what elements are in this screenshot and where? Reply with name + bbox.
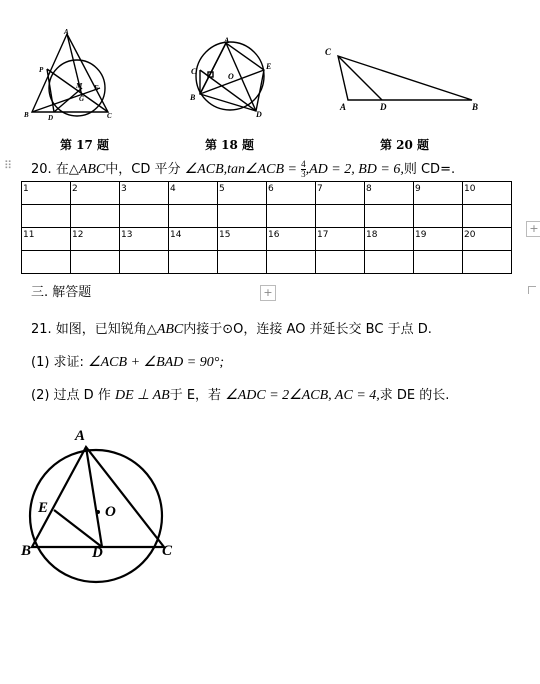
grid-answer-cell[interactable] xyxy=(365,205,414,228)
fig17-label: A xyxy=(64,28,69,36)
q21-stem-b: 内接于⊙O，连接 AO 并延长交 BC 于点 D. xyxy=(183,322,432,337)
drag-handle-icon[interactable]: ⠿ xyxy=(4,159,13,172)
fig21-label: D xyxy=(92,545,103,561)
q21-p2-math1: DE ⊥ AB xyxy=(114,388,170,403)
grid-cell[interactable] xyxy=(463,182,512,205)
add-row-button[interactable]: + xyxy=(260,285,276,301)
fig20-label: D xyxy=(380,102,387,112)
q20-end: . xyxy=(450,162,456,177)
answer-grid xyxy=(21,181,512,274)
fig18-caption: 第 18 题 xyxy=(205,138,255,152)
q21-p2-tail: 求 DE 的长. xyxy=(379,388,450,403)
grid-cell-number: 10 xyxy=(464,184,476,194)
q20-abc: ABC xyxy=(78,162,106,177)
grid-answer-cell[interactable] xyxy=(316,205,365,228)
grid-cell[interactable] xyxy=(218,228,267,251)
grid-cell[interactable] xyxy=(316,228,365,251)
grid-answer-cell[interactable] xyxy=(463,251,512,274)
fig18-label: D xyxy=(256,110,262,119)
q20-mid: 中，CD 平分 xyxy=(105,162,181,177)
grid-answer-cell[interactable] xyxy=(414,205,463,228)
q20-rest: ,AD = 2, BD = 6, xyxy=(305,162,404,177)
table-resize-handle-icon[interactable] xyxy=(528,286,536,294)
fig17-label: C xyxy=(107,112,112,120)
grid-cell[interactable] xyxy=(22,182,71,205)
grid-cell[interactable] xyxy=(22,228,71,251)
fig18-label: O xyxy=(228,72,234,81)
grid-cell-number: 9 xyxy=(415,184,421,194)
grid-cell[interactable] xyxy=(120,228,169,251)
question-21-part1 xyxy=(31,351,224,371)
fig20-caption: 第 20 题 xyxy=(380,138,430,152)
fig17-label: D xyxy=(48,114,54,122)
grid-cell[interactable] xyxy=(120,182,169,205)
q20-expr: ∠ACB,tan∠ACB = xyxy=(184,162,297,177)
grid-cell[interactable] xyxy=(169,182,218,205)
fig18-label: B xyxy=(190,93,196,102)
grid-answer-cell[interactable] xyxy=(316,251,365,274)
figure-17 xyxy=(22,26,122,126)
fig21-label: A xyxy=(75,428,86,444)
fig17-label: G xyxy=(79,95,85,103)
grid-cell-number: 16 xyxy=(268,230,280,240)
grid-cell[interactable] xyxy=(267,182,316,205)
q21-p2-math2: ∠ADC = 2∠ACB, AC = 4, xyxy=(225,388,380,403)
grid-cell-number: 2 xyxy=(72,184,78,194)
grid-cell-number: 12 xyxy=(72,230,84,240)
answer-grid-answer-row xyxy=(22,251,512,274)
grid-cell-number: 11 xyxy=(23,230,35,240)
figure-18 xyxy=(186,36,276,126)
grid-cell-number: 13 xyxy=(121,230,133,240)
grid-cell[interactable] xyxy=(267,228,316,251)
fig17-label: B xyxy=(24,111,29,119)
grid-answer-cell[interactable] xyxy=(267,205,316,228)
grid-cell[interactable] xyxy=(71,182,120,205)
grid-cell[interactable] xyxy=(414,182,463,205)
fig20-label: B xyxy=(472,102,479,112)
grid-answer-cell[interactable] xyxy=(218,205,267,228)
q21-p1-label: (1) 求证: xyxy=(31,355,84,370)
figure-21 xyxy=(18,424,188,584)
grid-cell[interactable] xyxy=(365,182,414,205)
grid-cell-number: 3 xyxy=(121,184,127,194)
q21-p2-mid: 于 E，若 xyxy=(169,388,222,403)
grid-answer-cell[interactable] xyxy=(22,205,71,228)
q20-text: 在△ xyxy=(55,162,79,177)
question-21-part2 xyxy=(31,384,449,404)
fig21-label: C xyxy=(162,543,173,559)
q20-number: 20. xyxy=(31,162,52,177)
figure-20 xyxy=(320,42,490,114)
fig18-label: C xyxy=(191,67,197,76)
grid-answer-cell[interactable] xyxy=(169,251,218,274)
fig21-label: B xyxy=(21,543,32,559)
grid-cell-number: 19 xyxy=(415,230,427,240)
grid-cell[interactable] xyxy=(71,228,120,251)
grid-cell-number: 5 xyxy=(219,184,225,194)
fig21-label: E xyxy=(38,500,49,516)
grid-cell-number: 18 xyxy=(366,230,378,240)
grid-answer-cell[interactable] xyxy=(120,205,169,228)
answer-grid-answer-row xyxy=(22,205,512,228)
q20-frac-num: 4 xyxy=(301,159,306,169)
grid-answer-cell[interactable] xyxy=(71,205,120,228)
grid-cell-number: 7 xyxy=(317,184,323,194)
grid-cell-number: 8 xyxy=(366,184,372,194)
answer-grid-number-row xyxy=(22,182,512,205)
q21-abc: ABC xyxy=(156,322,184,337)
answer-grid-number-row xyxy=(22,228,512,251)
grid-cell[interactable] xyxy=(463,228,512,251)
grid-cell-number: 4 xyxy=(170,184,176,194)
fig17-caption: 第 17 题 xyxy=(60,138,110,152)
fig18-label: A xyxy=(224,36,230,45)
grid-answer-cell[interactable] xyxy=(414,251,463,274)
grid-answer-cell[interactable] xyxy=(267,251,316,274)
grid-cell-number: 6 xyxy=(268,184,274,194)
fig21-label: O xyxy=(105,504,116,520)
fig20-label: C xyxy=(325,47,332,57)
grid-cell-number: 17 xyxy=(317,230,329,240)
grid-cell-number: 1 xyxy=(23,184,29,194)
grid-answer-cell[interactable] xyxy=(463,205,512,228)
fig20-label: A xyxy=(340,102,347,112)
grid-cell-number: 15 xyxy=(219,230,231,240)
grid-answer-cell[interactable] xyxy=(365,251,414,274)
q21-p1-math: ∠ACB + ∠BAD = 90°; xyxy=(88,355,224,370)
grid-cell[interactable] xyxy=(169,228,218,251)
grid-answer-cell[interactable] xyxy=(22,251,71,274)
fig17-label: P xyxy=(39,66,44,74)
grid-cell-number: 14 xyxy=(170,230,182,240)
grid-answer-cell[interactable] xyxy=(169,205,218,228)
add-column-button[interactable]: + xyxy=(526,221,540,237)
question-21-stem xyxy=(31,318,432,338)
grid-cell[interactable] xyxy=(316,182,365,205)
q21-p2-label: (2) 过点 D 作 xyxy=(31,388,111,403)
fig17-label: E xyxy=(94,84,99,92)
grid-answer-cell[interactable] xyxy=(120,251,169,274)
fig17-label: M xyxy=(76,82,83,90)
grid-answer-cell[interactable] xyxy=(71,251,120,274)
q20-tail: 则 CD= xyxy=(403,162,451,177)
question-20 xyxy=(31,158,455,179)
q21-stem-a: 21. 如图，已知锐角△ xyxy=(31,322,157,337)
q20-frac-den: 3 xyxy=(301,169,306,179)
grid-cell[interactable] xyxy=(218,182,267,205)
grid-cell[interactable] xyxy=(414,228,463,251)
grid-cell[interactable] xyxy=(365,228,414,251)
grid-answer-cell[interactable] xyxy=(218,251,267,274)
section-title: 三. 解答题 xyxy=(31,285,92,300)
fig18-label: E xyxy=(266,62,272,71)
grid-cell-number: 20 xyxy=(464,230,476,240)
